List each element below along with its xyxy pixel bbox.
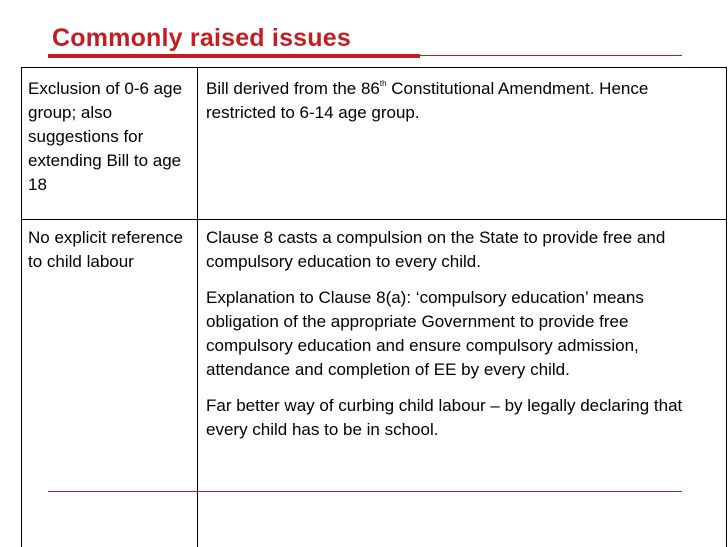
response-text-start: Bill derived from the 86 <box>206 79 380 98</box>
issue-cell-child-labour: No explicit reference to child labour <box>28 228 183 271</box>
footer-rule <box>48 491 682 492</box>
response-paragraph-clause-8: Clause 8 casts a compulsion on the State to provide free and compulsory education to every child. <box>206 228 666 271</box>
response-text-end: Constitutional Amendment. Hence restricted to 6-14 age group. <box>206 79 649 122</box>
column-divider <box>197 68 198 547</box>
response-paragraph-curbing: Far better way of curbing child labour – by legally declaring that every child has to be in school. <box>206 396 683 439</box>
issues-table <box>21 67 727 547</box>
response-cell-child-labour <box>206 226 716 454</box>
response-paragraph-explanation: Explanation to Clause 8(a): ‘compulsory education’ means obligation of the appropriate Government to provide free compulsory education and ensure compulsory admission, attendance and completion of EE by every child. <box>206 288 644 379</box>
response-cell-age-group <box>206 77 716 125</box>
ordinal-superscript: th <box>379 79 387 88</box>
title-underline-extension <box>420 55 682 56</box>
row-divider <box>22 219 726 220</box>
title-underline <box>48 54 420 58</box>
issue-cell-age-group: Exclusion of 0-6 age group; also suggestions for extending Bill to age 18 <box>28 79 183 194</box>
slide-title: Commonly raised issues <box>52 24 351 52</box>
